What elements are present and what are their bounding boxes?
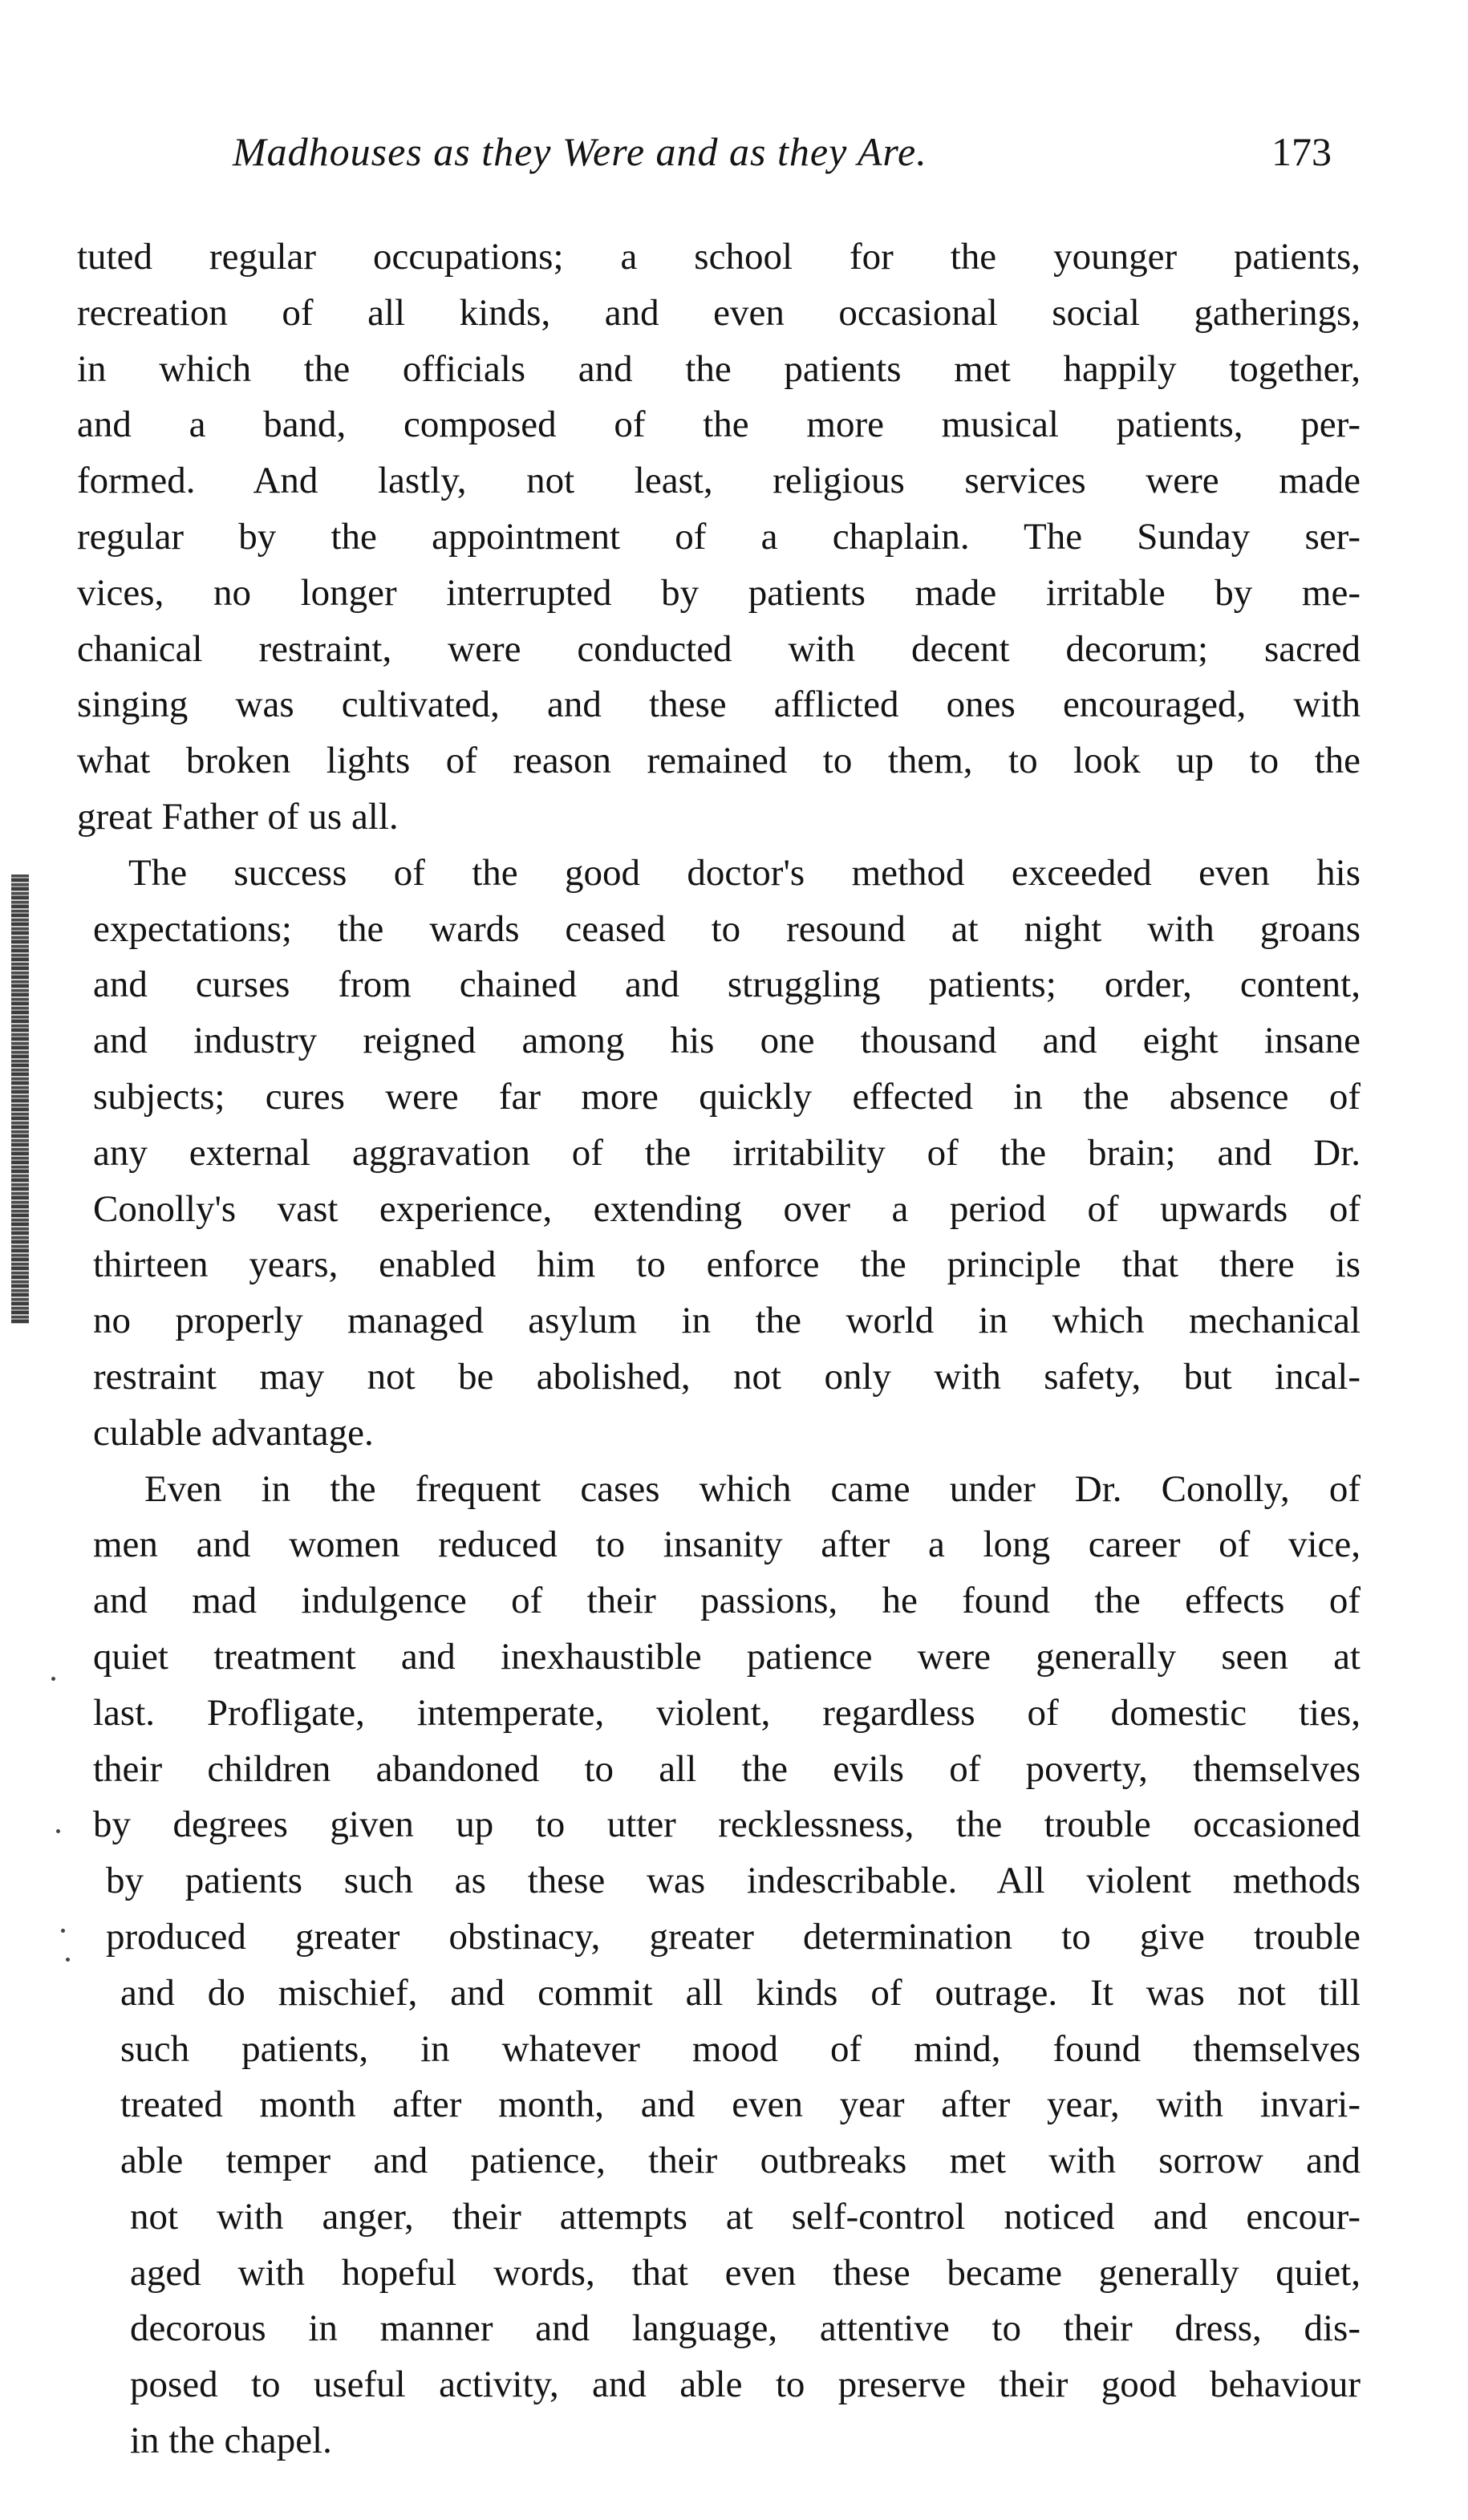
running-head [233, 128, 1332, 185]
margin-scan-mark [11, 874, 29, 1324]
text-line: and industry reigned among his one thousand and eight insane [93, 1020, 1361, 1062]
page-number: 173 [1271, 129, 1332, 174]
scan-speck [66, 1958, 70, 1962]
text-line: tuted regular occupations; a school for the younger patients, [77, 236, 1361, 278]
text-line: able temper and patience, their outbreaks met with sorrow and [120, 2140, 1361, 2182]
text-line: vices, no longer interrupted by patients made irritable by me- [77, 571, 1361, 614]
paragraph-start-line: The success of the good doctor's method exceeded even his [128, 851, 1361, 894]
text-line: in the chapel. [130, 2420, 332, 2462]
text-line: and curses from chained and struggling patients; order, content, [93, 964, 1361, 1006]
text-line: posed to useful activity, and able to preserve their good behaviour [130, 2364, 1361, 2406]
text-line: and mad indulgence of their passions, he found the effects of [93, 1580, 1361, 1622]
text-line: such patients, in whatever mood of mind, found themselves [120, 2027, 1361, 2070]
paragraph-start-line: Even in the frequent cases which came under Dr. Conolly, of [144, 1467, 1361, 1510]
text-line: any external aggravation of the irritability of the brain; and Dr. [93, 1131, 1361, 1174]
text-line: expectations; the wards ceased to resound at night with groans [93, 907, 1361, 950]
text-line: men and women reduced to insanity after a long career of vice, [93, 1524, 1361, 1566]
text-line: thirteen years, enabled him to enforce the principle that there is [93, 1244, 1361, 1286]
text-line: in which the officials and the patients met happily together, [77, 347, 1361, 390]
text-line: and a band, composed of the more musical patients, per- [77, 404, 1361, 446]
text-line: recreation of all kinds, and even occasional social gatherings, [77, 291, 1361, 334]
body-text [77, 229, 1361, 2469]
text-line: restraint may not be abolished, not only with safety, but incal- [93, 1355, 1361, 1398]
running-title: Madhouses as they Were and as they Are. [233, 129, 927, 174]
text-line: by patients such as these was indescribable. All violent methods [106, 1860, 1361, 1902]
text-line: Conolly's vast experience, extending over a period of upwards of [93, 1187, 1361, 1230]
text-line: subjects; cures were far more quickly effected in the absence of [93, 1075, 1361, 1118]
text-line: last. Profligate, intemperate, violent, regardless of domestic ties, [93, 1691, 1361, 1734]
text-line: aged with hopeful words, that even these became generally quiet, [130, 2251, 1361, 2294]
text-line: culable advantage. [93, 1411, 374, 1454]
text-line: produced greater obstinacy, greater determination to give trouble [106, 1915, 1361, 1958]
text-line: by degrees given up to utter recklessness, the trouble occasioned [93, 1804, 1361, 1846]
scan-speck [56, 1829, 60, 1833]
scan-speck [61, 1929, 65, 1933]
text-line: great Father of us all. [77, 795, 399, 838]
text-line: regular by the appointment of a chaplain. The Sunday ser- [77, 515, 1361, 558]
text-line: not with anger, their attempts at self-control noticed and encour- [130, 2195, 1361, 2238]
text-line: what broken lights of reason remained to them, to look up to the [77, 740, 1361, 782]
text-line: their children abandoned to all the evils of poverty, themselves [93, 1747, 1361, 1790]
text-line: no properly managed asylum in the world in which mechanical [93, 1300, 1361, 1342]
text-line: quiet treatment and inexhaustible patience were generally seen at [93, 1635, 1361, 1678]
text-line: formed. And lastly, not least, religious services were made [77, 460, 1361, 502]
scan-speck [51, 1677, 55, 1681]
text-line: treated month after month, and even year after year, with invari- [120, 2084, 1361, 2126]
text-line: and do mischief, and commit all kinds of outrage. It was not till [120, 1971, 1361, 2014]
text-line: decorous in manner and language, attentive to their dress, dis- [130, 2307, 1361, 2350]
text-line: singing was cultivated, and these afflicted ones encouraged, with [77, 684, 1361, 726]
text-line: chanical restraint, were conducted with decent decorum; sacred [77, 627, 1361, 670]
